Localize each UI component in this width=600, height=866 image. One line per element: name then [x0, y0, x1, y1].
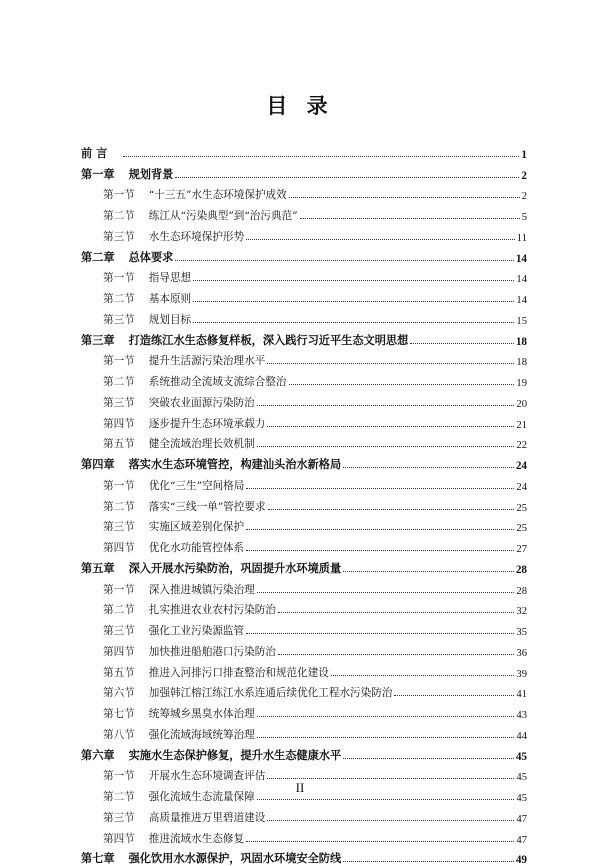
toc-entry-label [103, 416, 265, 431]
toc-entry-label [103, 519, 244, 534]
toc-entry-title: 指导思想 [149, 272, 191, 284]
toc-entry-number: 第三节 [103, 625, 135, 637]
toc-chapter-row[interactable] [81, 742, 527, 763]
toc-entry-label [81, 166, 173, 182]
toc-entry-number: 第二节 [103, 791, 135, 803]
dot-leader [257, 736, 515, 738]
toc-entry-number: 第四节 [103, 646, 135, 658]
toc-page-number: 32 [516, 606, 527, 617]
toc-page-number: 36 [516, 648, 527, 659]
toc-page-number: 45 [516, 751, 527, 763]
toc-entry-title: 总体要求 [129, 250, 174, 264]
toc-entry-label [103, 540, 244, 555]
toc-entry-title: 强化饮用水水源保护，巩固水环境安全防线 [129, 851, 342, 865]
toc-section-row[interactable] [81, 825, 527, 846]
dot-leader [343, 757, 514, 759]
toc-entry-label [103, 478, 244, 493]
toc-entry-label [81, 747, 341, 763]
toc-entry-label [103, 499, 266, 514]
page-title: 目 录 [0, 90, 600, 120]
toc-entry-title: 高质量推进万里碧道建设 [149, 812, 266, 824]
dot-leader [193, 321, 514, 323]
toc-entry-number: 第二节 [103, 604, 135, 616]
toc-entry-number: 第二节 [103, 210, 135, 222]
dot-leader [343, 570, 514, 572]
toc-page-number: 14 [516, 253, 527, 265]
toc-entry-number: 第五章 [81, 561, 115, 575]
toc-section-row[interactable] [81, 659, 527, 680]
toc-page-number: 18 [516, 336, 527, 348]
dot-leader [246, 528, 514, 530]
dot-leader [246, 238, 515, 240]
toc-entry-number: 第四节 [103, 833, 135, 845]
toc-entry-title: 强化流域海域统筹治理 [149, 729, 255, 741]
dot-leader [267, 425, 514, 427]
toc-entry-number: 第二节 [103, 293, 135, 305]
toc-page-number: 45 [516, 793, 527, 804]
toc-entry-title: 优化“三生”空间格局 [149, 480, 245, 492]
toc-page-number: 14 [516, 295, 527, 306]
toc-entry-number: 第四节 [103, 542, 135, 554]
toc-section-row[interactable] [81, 514, 527, 535]
toc-entry-title: 加快推进船舶港口污染防治 [149, 646, 276, 658]
toc-entry-label [103, 685, 392, 700]
toc-entry-label [103, 270, 191, 285]
toc-page-number: 14 [516, 274, 527, 285]
toc-entry-label [103, 187, 287, 202]
toc-entry-title: 扎实推进农业农村污染防治 [149, 604, 276, 616]
toc-page-number: 2 [522, 191, 527, 202]
toc-entry-number: 第四节 [103, 418, 135, 430]
toc-entry-number: 第二节 [103, 501, 135, 513]
toc-entry-label [81, 560, 341, 576]
toc-entry-label [103, 644, 276, 659]
toc-entry-title: “十三五”水生态环境保护成效 [149, 189, 287, 201]
toc-section-row[interactable] [81, 223, 527, 244]
page-number: II [0, 780, 600, 796]
toc-section-row[interactable] [81, 617, 527, 638]
dot-leader [257, 404, 515, 406]
toc-entry-number: 第三节 [103, 521, 135, 533]
dot-leader [193, 300, 514, 302]
toc-entry-number: 第一节 [103, 189, 135, 201]
dot-leader [343, 466, 514, 468]
toc-entry-label [103, 602, 276, 617]
toc-entry-number: 第三节 [103, 812, 135, 824]
toc-entry-title: 推进入河排污口排查整治和规范化建设 [149, 667, 329, 679]
toc-entry-title: 落实“三线一单”管控要求 [149, 501, 266, 513]
toc-entry-title: 规划目标 [149, 314, 191, 326]
toc-entry-title: 练江从“污染典型”到“治污典范” [149, 210, 298, 222]
toc-entry-number: 第二节 [103, 376, 135, 388]
toc-section-row[interactable] [81, 202, 527, 223]
toc-section-row[interactable] [81, 306, 527, 327]
toc-chapter-row[interactable] [81, 555, 527, 576]
toc-page-number: 28 [516, 564, 527, 576]
toc-entry-label [103, 582, 255, 597]
toc-page-number: 35 [516, 627, 527, 638]
toc-entry-number: 第一节 [103, 584, 135, 596]
dot-leader [394, 694, 514, 696]
toc-entry-title: 加强韩江榕江练江水系连通后续优化工程水污染防治 [149, 687, 393, 699]
toc-page-number: 47 [516, 835, 527, 846]
toc-entry-number: 第三节 [103, 397, 135, 409]
toc-entry-title: 落实水生态环境管控，构建汕头治水新格局 [129, 457, 342, 471]
toc-chapter-row[interactable] [81, 161, 527, 182]
toc-entry-label [103, 353, 265, 368]
toc-chapter-row[interactable] [81, 846, 527, 866]
toc-entry-label [103, 312, 191, 327]
toc-entry-number: 第五节 [103, 438, 135, 450]
toc-entry-number: 第六章 [81, 748, 115, 762]
toc-page-number: 47 [516, 814, 527, 825]
dot-leader [331, 674, 515, 676]
toc-section-row[interactable] [81, 410, 527, 431]
toc-section-row[interactable] [81, 389, 527, 410]
toc-entry-title: 基本原则 [149, 293, 191, 305]
toc-section-row[interactable] [81, 804, 527, 825]
toc-section-row[interactable] [81, 700, 527, 721]
toc-entry-title: 提升生活源污染治理水平 [149, 355, 266, 367]
toc-page-number: 20 [516, 399, 527, 410]
toc-entry-title: 系统推动全流域支流综合整治 [149, 376, 287, 388]
toc-page-number: 11 [517, 233, 527, 244]
toc-entry-label [103, 810, 265, 825]
toc-entry-title: 规划背景 [129, 167, 174, 181]
toc-entry-title: 实施区域差别化保护 [149, 521, 244, 533]
toc-page-number: 2 [521, 170, 527, 182]
toc-entry-title: 逐步提升生态环境承载力 [149, 418, 266, 430]
toc-entry-number: 第一节 [103, 355, 135, 367]
toc-page-number: 28 [516, 586, 527, 597]
toc-page-number: 27 [516, 544, 527, 555]
toc-page-number: 49 [516, 854, 527, 866]
toc-entry-label [81, 456, 341, 472]
dot-leader [257, 591, 515, 593]
toc-entry-number: 第一节 [103, 770, 135, 782]
dot-leader [278, 611, 515, 613]
dot-leader [278, 653, 515, 655]
toc-section-row[interactable] [81, 265, 527, 286]
toc-section-row[interactable] [81, 493, 527, 514]
dot-leader [267, 819, 514, 821]
toc-section-row[interactable] [81, 597, 527, 618]
toc-page-number: 1 [521, 149, 527, 161]
toc-page-number: 39 [516, 669, 527, 680]
toc-entry-number: 第六节 [103, 687, 135, 699]
dot-leader [257, 445, 515, 447]
toc-entry-number: 第三章 [81, 333, 115, 347]
toc-page-number: 45 [516, 772, 527, 783]
toc-chapter-row[interactable] [81, 327, 527, 348]
toc-page-number: 24 [516, 482, 527, 493]
toc-section-row[interactable] [81, 285, 527, 306]
toc-entry-label [103, 623, 244, 638]
toc-entry-number: 第五节 [103, 667, 135, 679]
toc-entry-title: 深入推进城镇污染治理 [149, 584, 255, 596]
toc-page-number: 41 [516, 689, 527, 700]
toc-entry-label [103, 727, 255, 742]
toc-page-number: 43 [516, 710, 527, 721]
dot-leader [268, 508, 515, 510]
toc-chapter-row[interactable] [81, 244, 527, 265]
toc-entry-label [103, 291, 191, 306]
toc-section-row[interactable] [81, 680, 527, 701]
toc-entry-label [103, 665, 329, 680]
toc-section-row[interactable] [81, 472, 527, 493]
toc-section-row[interactable] [81, 721, 527, 742]
dot-leader [246, 487, 514, 489]
dot-leader [267, 777, 514, 779]
toc-entry-title: 水生态环境保护形势 [149, 231, 244, 243]
toc-entry-title: 强化流域生态流量保障 [149, 791, 255, 803]
dot-leader [175, 176, 519, 178]
toc-section-row[interactable] [81, 348, 527, 369]
toc-entry-label [81, 145, 121, 161]
dot-leader [300, 217, 520, 219]
toc-entry-label [103, 831, 244, 846]
toc-entry-title: 推进流域水生态修复 [149, 833, 244, 845]
toc-section-row[interactable] [81, 368, 527, 389]
toc-entry-label [81, 332, 408, 348]
toc-entry-title: 实施水生态保护修复，提升水生态健康水平 [129, 748, 342, 762]
toc-entry-label [103, 395, 255, 410]
toc-page-number: 15 [516, 316, 527, 327]
toc-page-number: 18 [516, 357, 527, 368]
dot-leader [257, 798, 515, 800]
toc-section-row[interactable] [81, 534, 527, 555]
toc-chapter-row[interactable] [81, 451, 527, 472]
toc-entry-title: 优化水功能管控体系 [149, 542, 244, 554]
toc-entry-number: 第八节 [103, 729, 135, 741]
toc-entry-number: 第七章 [81, 851, 115, 865]
toc-entry-title: 强化工业污染源监管 [149, 625, 244, 637]
toc-entry-label [103, 706, 255, 721]
toc-entry-label [81, 249, 173, 265]
toc-page-number: 22 [516, 440, 527, 451]
toc-entry-label [103, 436, 255, 451]
toc-section-row[interactable] [81, 182, 527, 203]
toc-entry-number: 第三节 [103, 314, 135, 326]
toc-entry-title: 深入开展水污染防治，巩固提升水环境质量 [129, 561, 342, 575]
dot-leader [343, 860, 514, 862]
table-of-contents [81, 140, 527, 866]
toc-chapter-row[interactable] [81, 140, 527, 161]
toc-page-number: 44 [516, 731, 527, 742]
dot-leader [257, 715, 515, 717]
toc-page-number: 25 [516, 523, 527, 534]
dot-leader [123, 155, 519, 157]
toc-entry-label [81, 850, 341, 866]
toc-page-number: 5 [522, 212, 527, 223]
dot-leader [410, 342, 514, 344]
toc-entry-title: 打造练江水生态修复样板，深入践行习近平生态文明思想 [129, 333, 409, 347]
toc-section-row[interactable] [81, 638, 527, 659]
toc-entry-number: 第二章 [81, 250, 115, 264]
toc-entry-title: 健全流域治理长效机制 [149, 438, 255, 450]
dot-leader [175, 259, 513, 261]
dot-leader [246, 549, 514, 551]
toc-page-number: 19 [516, 378, 527, 389]
toc-entry-number: 第四章 [81, 457, 115, 471]
toc-page-number: 25 [516, 503, 527, 514]
toc-entry-number: 第一节 [103, 480, 135, 492]
dot-leader [193, 279, 514, 281]
dot-leader [289, 196, 520, 198]
toc-entry-title: 开展水生态环境调查评估 [149, 770, 266, 782]
toc-entry-title: 统筹城乡黑臭水体治理 [149, 708, 255, 720]
dot-leader [289, 383, 515, 385]
toc-page-number: 21 [516, 420, 527, 431]
toc-entry-number: 前 言 [81, 146, 107, 160]
dot-leader [267, 362, 514, 364]
toc-section-row[interactable] [81, 431, 527, 452]
toc-entry-title: 突破农业面源污染防治 [149, 397, 255, 409]
toc-entry-label [103, 374, 287, 389]
toc-entry-number: 第一节 [103, 272, 135, 284]
toc-entry-number: 第七节 [103, 708, 135, 720]
toc-entry-number: 第一章 [81, 167, 115, 181]
toc-entry-label [103, 229, 244, 244]
toc-entry-number: 第三节 [103, 231, 135, 243]
dot-leader [246, 840, 514, 842]
toc-page-number: 24 [516, 460, 527, 472]
toc-section-row[interactable] [81, 576, 527, 597]
dot-leader [246, 632, 514, 634]
toc-entry-label [103, 208, 298, 223]
